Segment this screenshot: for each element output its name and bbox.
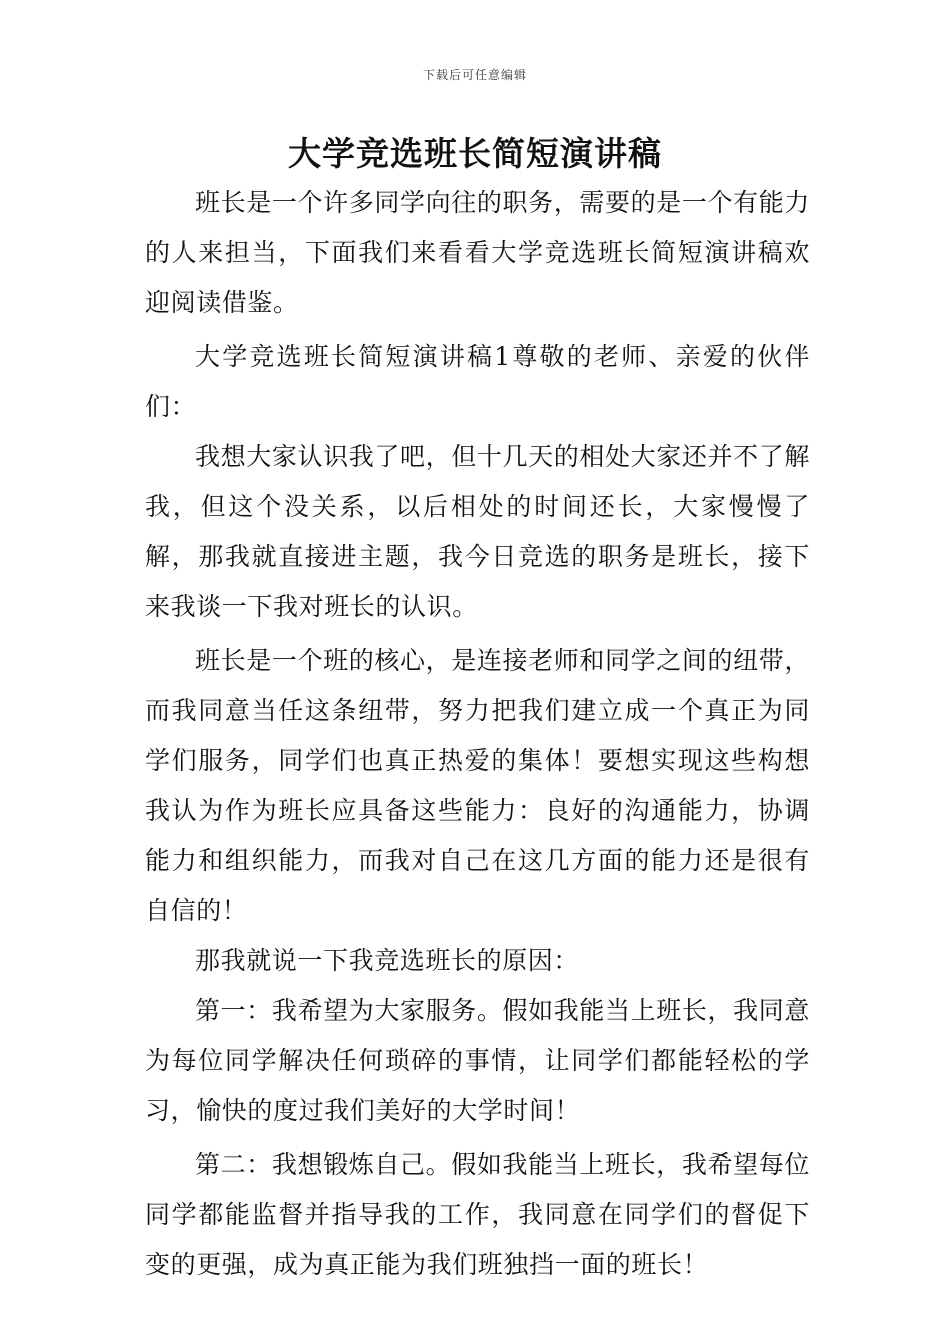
document-body xyxy=(145,178,810,1290)
paragraph-intro: 班长是一个许多同学向往的职务，需要的是一个有能力的人来担当，下面我们来看看大学竞选班长简短演讲稿欢迎阅读借鉴。 xyxy=(145,188,810,317)
document-title: 大学竞选班长简短演讲稿 xyxy=(288,134,662,173)
paragraph-reason-one: 第一：我希望为大家服务。假如我能当上班长，我同意为每位同学解决任何琐碎的事情，让同学们都能轻松的学习，愉快的度过我们美好的大学时间！ xyxy=(145,996,810,1125)
paragraph-reasons-heading: 那我就说一下我竞选班长的原因： xyxy=(195,946,580,975)
paragraph-self-intro: 我想大家认识我了吧，但十几天的相处大家还并不了解我，但这个没关系，以后相处的时间还长，大家慢慢了解，那我就直接进主题，我今日竞选的职务是班长，接下来我谈一下我对班长的认识。 xyxy=(145,442,810,621)
paragraph-salutation: 大学竞选班长简短演讲稿1尊敬的老师、亲爱的伙伴们： xyxy=(145,342,810,421)
header-note: 下载后可任意编辑 xyxy=(422,68,527,82)
paragraph-role-of-monitor: 班长是一个班的核心，是连接老师和同学之间的纽带，而我同意当任这条纽带，努力把我们建立成一个真正为同学们服务，同学们也真正热爱的集体！要想实现这些构想我认为作为班长应具备这些能力：良好的沟通能力，协调能力和组织能力，而我对自己在这几方面的能力还是很有自信的！ xyxy=(145,646,810,925)
paragraph-reason-two: 第二：我想锻炼自己。假如我能当上班长，我希望每位同学都能监督并指导我的工作，我同意在同学们的督促下变的更强，成为真正能为我们班独挡一面的班长！ xyxy=(145,1150,810,1279)
